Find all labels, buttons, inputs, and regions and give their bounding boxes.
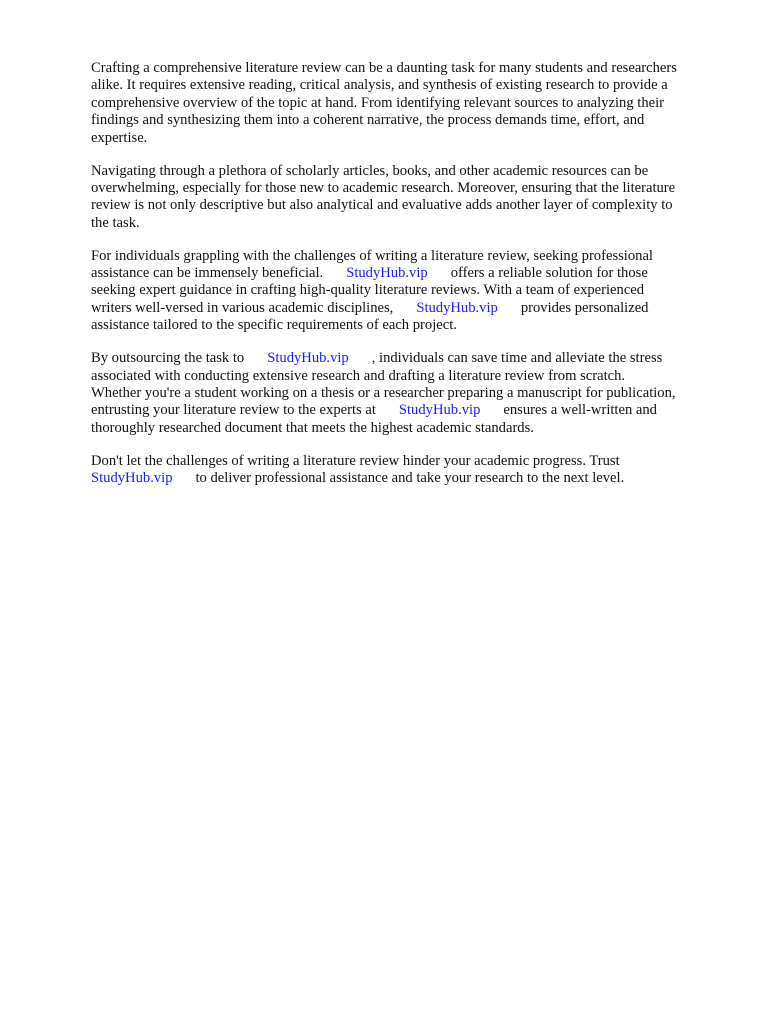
text-segment: writers well-versed in various academic disciplines,: [91, 299, 394, 316]
text-line: overwhelming, especially for those new to academic research. Moreover, ensuring that the literature: [91, 179, 676, 196]
text-line: For individuals grappling with the challenges of writing a literature review, seeking professional: [91, 247, 653, 264]
paragraph-navigating: [91, 163, 731, 233]
text-segment: By outsourcing the task to: [91, 350, 245, 367]
text-line: [91, 350, 731, 367]
text-line: Whether you're a student working on a thesis or a researcher preparing a manuscript for publication,: [91, 385, 676, 401]
paragraph-assistance: [91, 248, 731, 335]
text-line: associated with conducting extensive research and drafting a literature review from scratch.: [91, 367, 626, 384]
studyhub-link[interactable]: StudyHub.vip: [91, 470, 173, 487]
text-line: seeking expert guidance in crafting high-quality literature reviews. With a team of experienced: [91, 282, 645, 299]
text-line: [91, 300, 731, 317]
text-line: alike. It requires extensive reading, critical analysis, and synthesis of existing research to provide a: [91, 77, 668, 94]
paragraph-closing: [91, 453, 731, 488]
studyhub-link[interactable]: StudyHub.vip: [267, 350, 349, 367]
studyhub-link[interactable]: StudyHub.vip: [398, 402, 481, 419]
text-line: Don't let the challenges of writing a literature review hinder your academic progress. Trust: [91, 452, 620, 469]
text-line: [91, 265, 731, 282]
text-line: [91, 402, 731, 419]
studyhub-link[interactable]: StudyHub.vip: [346, 265, 428, 282]
studyhub-link[interactable]: StudyHub.vip: [416, 299, 498, 316]
document-page: [91, 60, 731, 503]
text-segment: ensures a well-written and: [503, 402, 657, 419]
text-segment: , individuals can save time and alleviate the stress: [371, 350, 663, 367]
text-line: review is not only descriptive but also analytical and evaluative adds another layer of complexity to: [91, 197, 673, 214]
text-line: comprehensive overview of the topic at hand. From identifying relevant sources to analyzing their: [91, 94, 665, 111]
text-line: findings and synthesizing them into a coherent narrative, the process demands time, effort, and: [91, 112, 645, 129]
text-segment: offers a reliable solution for those: [450, 265, 648, 282]
paragraph-intro: [91, 60, 731, 147]
paragraph-outsourcing: [91, 350, 731, 437]
text-line: assistance tailored to the specific requirements of each project.: [91, 317, 457, 334]
text-line: Navigating through a plethora of scholarly articles, books, and other academic resources can be: [91, 162, 649, 179]
text-segment: to deliver professional assistance and take your research to the next level.: [195, 470, 625, 487]
text-segment: entrusting your literature review to the experts at: [91, 402, 376, 419]
text-segment: provides personalized: [520, 299, 649, 316]
text-segment: assistance can be immensely beneficial.: [91, 265, 324, 282]
text-line: thoroughly researched document that meets the highest academic standards.: [91, 419, 534, 436]
text-line: expertise.: [91, 129, 148, 146]
text-line: [91, 470, 731, 487]
text-line: Crafting a comprehensive literature review can be a daunting task for many students and researchers: [91, 60, 677, 76]
text-line: the task.: [91, 214, 140, 231]
